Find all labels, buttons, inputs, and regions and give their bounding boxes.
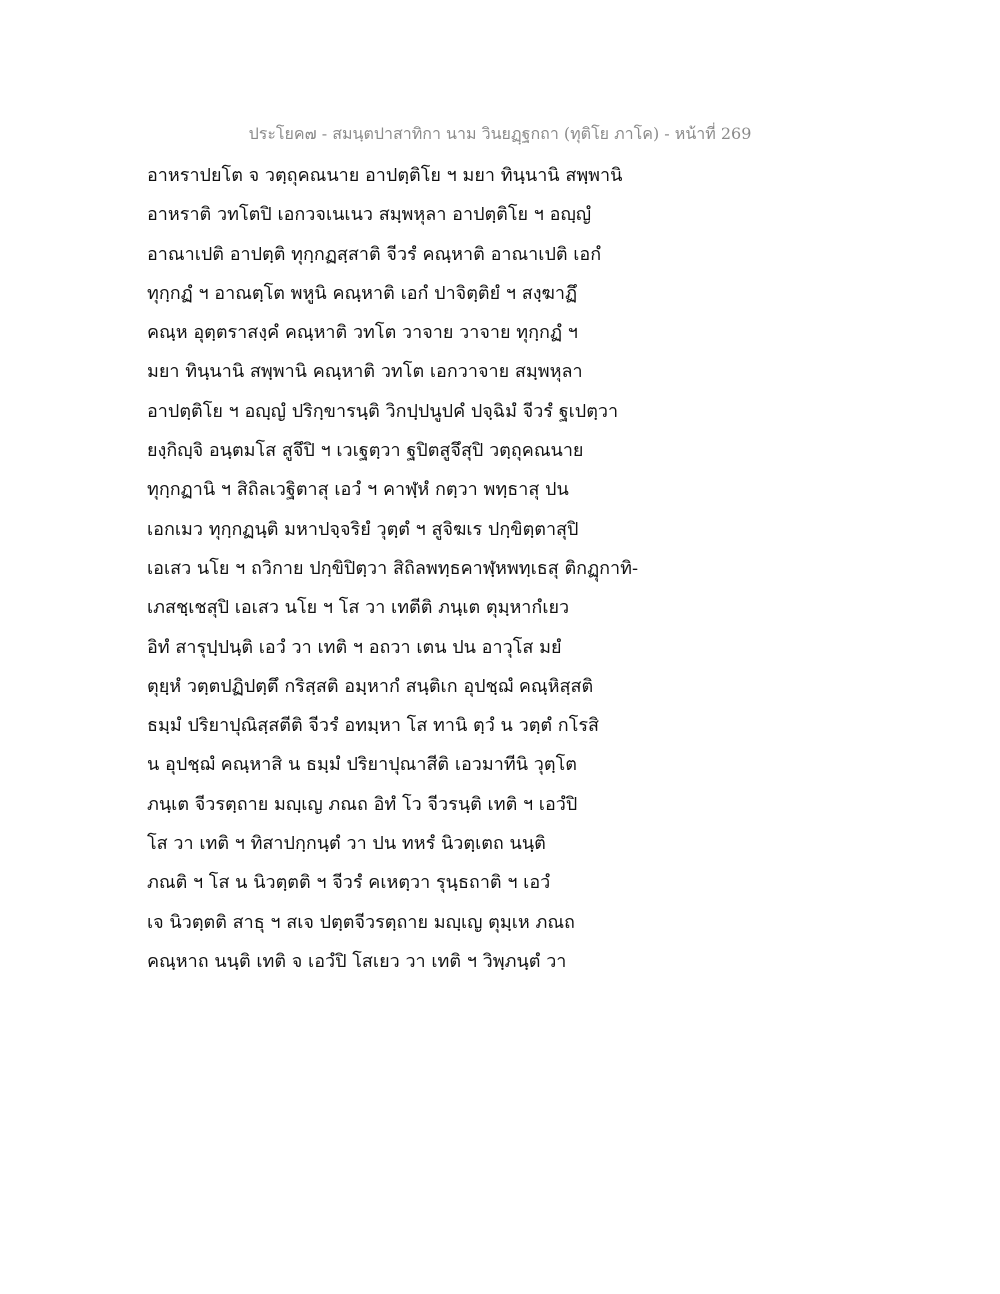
- text-line: ยงฺกิญฺจิ อนฺตมโส สูจึปิ ฯ เวเฐตฺวา ฐปิตสูจึสุปิ วตฺถุคณนาย: [147, 440, 584, 462]
- text-line: เอเสว นโย ฯ ถวิกาย ปกฺขิปิตฺวา สิถิลพทฺธคาฬฺหพทฺเธสุ ติกฏุกาทิ-: [147, 557, 639, 579]
- text-line: ภนฺเต จีวรตฺถาย มญฺเญ ภณถ อิทํ โว จีวรนฺติ เทติ ฯ เอวํปิ: [147, 793, 578, 815]
- text-line: น อุปชฺฌํ คณฺหาสิ น ธมฺมํ ปริยาปุณาสีติ เอวมาทีนิ วุตฺโต: [147, 754, 577, 776]
- text-line: คณฺห อุตฺตราสงฺคํ คณฺหาติ วทโต วาจาย วาจาย ทุกฺกฏํ ฯ: [147, 322, 578, 344]
- text-line: ธมฺมํ ปริยาปุณิสฺสตีติ จีวรํ อทมฺหา โส ทานิ ตฺวํ น วตฺตํ กโรสิ: [147, 715, 600, 737]
- text-line: ทุกฺกฏํ ฯ อาณตฺโต พหูนิ คณฺหาติ เอกํ ปาจิตฺติยํ ฯ สงฺฆาฏึ: [147, 282, 578, 304]
- text-line: อาหราติ วทโตปิ เอกวจเนเนว สมฺพหุลา อาปตฺติโย ฯ อญฺญํ: [147, 204, 592, 226]
- text-line: คณฺหาถ นนฺติ เทติ จ เอวํปิ โสเยว วา เทติ ฯ วิพฺภนฺตํ วา: [147, 950, 567, 972]
- running-header: ประโยค๗ - สมนฺตปาสาทิกา นาม วินยฏฺฐกถา (ทุติโย ภาโค) - หน้าที่ 269: [248, 124, 752, 143]
- text-line: เจ นิวตฺตติ สาธุ ฯ สเจ ปตฺตจีวรตฺถาย มญฺเญ ตุมฺเห ภณถ: [147, 911, 575, 933]
- text-line: มยา ทินฺนานิ สพฺพานิ คณฺหาติ วทโต เอกวาจาย สมฺพหุลา: [147, 361, 583, 383]
- text-line: อิทํ สารุปฺปนฺติ เอวํ วา เทติ ฯ อถวา เตน ปน อาวุโส มยํ: [147, 636, 562, 658]
- text-line: ตุยฺหํ วตฺตปฏิปตฺตึ กริสฺสติ อมฺหากํ สนฺติเก อุปชฺฌํ คณฺหิสฺสติ: [147, 675, 594, 697]
- text-line: เอกเมว ทุกฺกฏนฺติ มหาปจฺจริยํ วุตฺตํ ฯ สูจิฆเร ปกฺขิตฺตาสุปิ: [147, 518, 579, 540]
- text-line: โส วา เทติ ฯ ทิสาปกฺกนฺตํ วา ปน ทหรํ นิวตฺเตถ นนฺติ: [147, 833, 546, 855]
- body-text: [147, 156, 707, 981]
- text-line: ภณติ ฯ โส น นิวตฺตติ ฯ จีวรํ คเหตฺวา รุนฺธถาติ ฯ เอวํ: [147, 872, 551, 894]
- text-line: อาปตฺติโย ฯ อญฺญํ ปริกฺขารนฺติ วิกปฺปนูปคํ ปจฺฉิมํ จีวรํ ฐเปตฺวา: [147, 400, 619, 422]
- text-line: อาณาเปติ อาปตฺติ ทุกฺกฏสฺสาติ จีวรํ คณฺหาติ อาณาเปติ เอกํ: [147, 243, 602, 265]
- text-line: ทุกฺกฏานิ ฯ สิถิลเวฐิตาสุ เอวํ ฯ คาฬฺหํ กตฺวา พทฺธาสุ ปน: [147, 479, 569, 501]
- text-line: อาหราปยโต จ วตฺถุคณนาย อาปตฺติโย ฯ มยา ทินฺนานิ สพฺพานิ: [147, 165, 623, 186]
- text-line: เภสชฺเชสุปิ เอเสว นโย ฯ โส วา เทตีติ ภนฺเต ตุมฺหากํเยว: [147, 597, 570, 619]
